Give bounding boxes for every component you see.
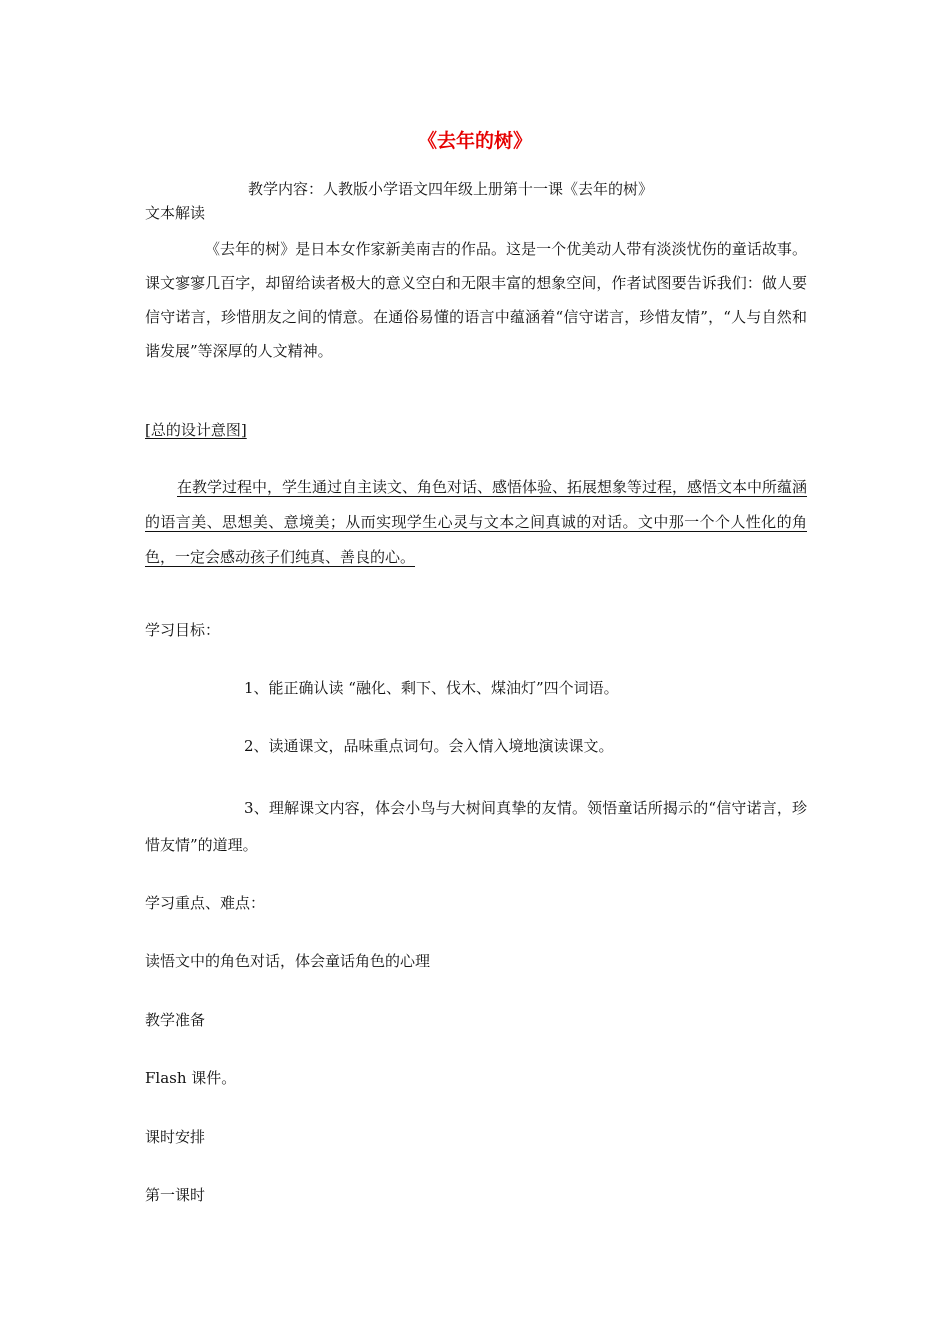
preparation-heading: 教学准备 [145, 1011, 206, 1029]
first-period-heading: 第一课时 [145, 1186, 206, 1204]
text-reading-heading: 文本解读 [145, 204, 206, 222]
goal-item-1: 1、能正确认读 “融化、剩下、伐木、煤油灯”四个词语。 [244, 679, 619, 697]
design-intent-heading: [总的设计意图] [145, 421, 247, 439]
key-points-text: 读悟文中的角色对话，体会童话角色的心理 [145, 952, 431, 970]
schedule-heading: 课时安排 [145, 1128, 206, 1146]
goal-item-2: 2、读通课文，品味重点词句。会入情入境地演读课文。 [244, 737, 614, 755]
key-points-heading: 学习重点、难点： [145, 894, 266, 912]
goal-item-3: 3、理解课文内容，体会小鸟与大树间真挚的友情。领悟童话所揭示的“信守诺言，珍惜友情”的道理。 [145, 799, 807, 854]
text-reading-paragraph: 《去年的树》是日本女作家新美南吉的作品。这是一个优美动人带有淡淡忧伤的童话故事。课文寥寥几百字，却留给读者极大的意义空白和无限丰富的想象空间，作者试图要告诉我们：做人要信守诺言，珍惜朋友之间的情意。在通俗易懂的语言中蕴涵着“信守诺言，珍惜友情”，“人与自然和谐发展”等深厚的人文精神。 [145, 240, 807, 360]
learning-goals-heading: 学习目标： [145, 621, 221, 639]
teaching-content-line: 教学内容：人教版小学语文四年级上册第十一课《去年的树》 [248, 180, 654, 198]
design-intent-paragraph: 在教学过程中，学生通过自主读文、角色对话、感悟体验、拓展想象等过程，感悟文本中所蕴涵的语言美、思想美、意境美；从而实现学生心灵与文本之间真诚的对话。文中那一个个人性化的角色，一定会感动孩子们纯真、善良的心。 [145, 478, 808, 566]
preparation-text: Flash 课件。 [145, 1069, 237, 1087]
document-title: 《去年的树》 [417, 130, 532, 152]
